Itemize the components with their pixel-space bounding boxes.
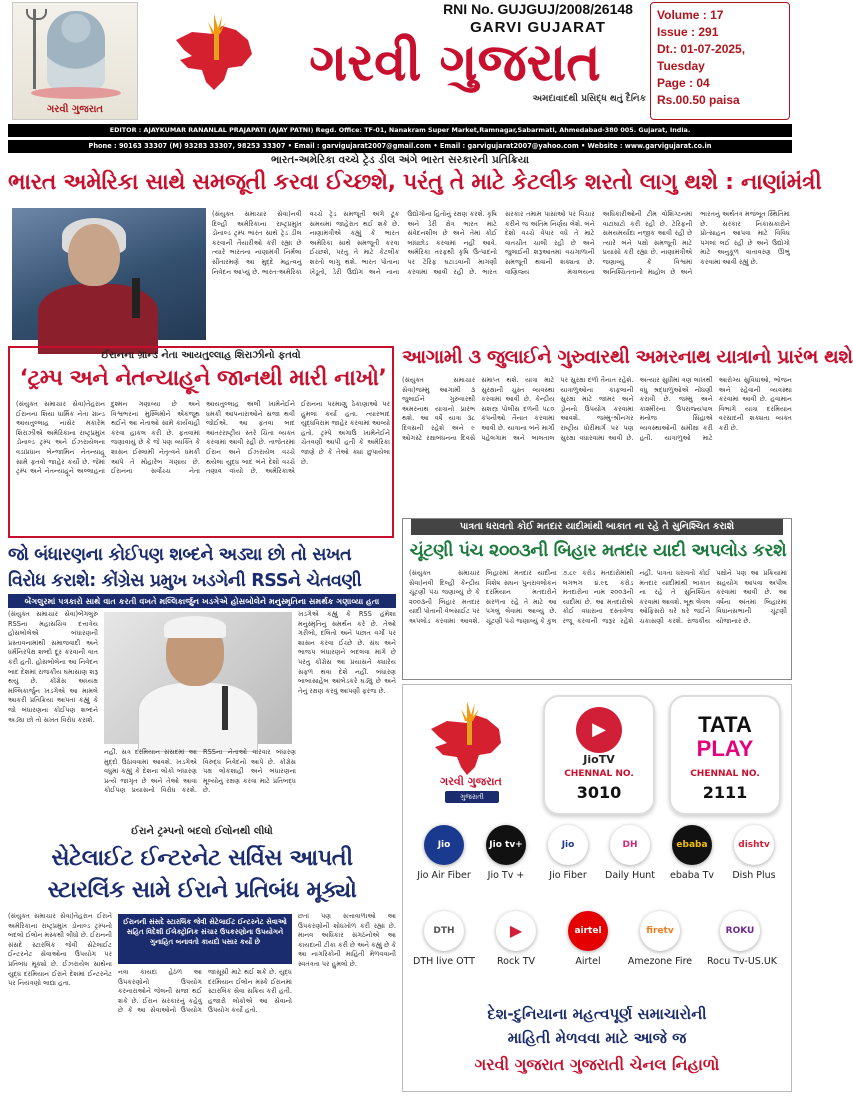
dish-plus-icon: dishtv bbox=[734, 825, 774, 865]
tataplay-channel-card[interactable] bbox=[669, 695, 781, 815]
price: Rs.00.50 paisa bbox=[657, 93, 740, 107]
story5-headline bbox=[8, 542, 396, 594]
story5-photo bbox=[104, 612, 292, 744]
page-number: Page : 04 bbox=[657, 76, 710, 90]
microphone-icon bbox=[222, 686, 228, 730]
story6-headline-line1: સેટેલાઈટ ઈન્ટરનેટ સર્વિસ આપતી bbox=[51, 845, 353, 871]
story6-kicker: ઈરાને ટ્રમ્પનો બદલો ઈલોનથી લીધો bbox=[131, 826, 273, 837]
app-roku-tv[interactable] bbox=[707, 911, 778, 989]
app-daily-hunt[interactable] bbox=[597, 825, 663, 903]
channel-advert bbox=[402, 684, 792, 1092]
story4-body: (સંયુક્ત સમાચાર સેવા)નવી દિલ્હી કેન્દ્રીય ચૂંટણી પંચ જણાવ્યું છે કે ૨૦૦૩ની બિહાર મતદાર યાદી પોતાની વેબસાઈટ પર અપલોડ કરવામાં આવશે. બિહારમાં મતદાર યાદીના વિશેષ સઘન પુનરાવલોકન દરમિયાન મતદારોને સરળતા રહે તે માટે આ પગલું લેવામાં આવ્યું છે. ચૂંટણી પંચે જણાવ્યું કે કુલ ૭.૮૯ કરોડ મતદારોમાંથી લગભગ ૪.૯૬ કરોડ મતદારોના નામ ૨૦૦૩ની યાદીમાં છે. આ મતદારોએ કોઈ વધારાના દસ્તાવેજ રજૂ કરવાની જરૂર રહેશે નહીં. પાત્રતા ધરાવતો કોઈ મતદાર યાદીમાંથી બાકાત ના રહે તે સુનિશ્ચિત કરવામાં આવશે. બૂથ લેવલ ઓફિસરો ઘરે ઘરે જઈને ચકાસણી કરશે. રાજકીય પક્ષોને પણ આ પ્રક્રિયામાં સહયોગ આપવા અપીલ કરવામાં આવી છે. આ વર્ષના અંતમાં બિહારમાં વિધાનસભાની ચૂંટણી યોજાનાર છે. bbox=[409, 569, 787, 625]
app-jio-tv-plus[interactable] bbox=[473, 825, 539, 903]
newspaper-name-english: GARVI GUJARAT bbox=[470, 19, 606, 36]
photo-hair bbox=[164, 616, 226, 638]
app-jio-fiber[interactable] bbox=[535, 825, 601, 903]
app-ebaba-tv[interactable] bbox=[659, 825, 725, 903]
story1-body: (સંયુક્ત સમાચાર સેવા)નવી દિલ્હી અમેરિકાના રાષ્ટ્રપ્રમુખ ડોનાલ્ડ ટ્રમ્પ ભારત સાથે ટ્રેડ ડીલ કરવાની તૈયારીઓ કરી રહ્યા છે ત્યારે ભારતના નાણામંત્રી નિર્મલા સીતારમણે આ મુદ્દે મહત્વનું નિવેદન આપ્યું છે. ભારત-અમેરિકા વચ્ચે ટ્રેડ સમજૂતી અંગે ટૂંક સમયમાં જાહેરાત થઈ શકે છે. નાણામંત્રીએ કહ્યું કે ભારત અમેરિકા સાથે સમજૂતી કરવા ઈચ્છશે, પરંતુ તે માટે કેટલીક શરતો લાગુ થશે. ભારત પોતાના ખેડૂતો, ડેરી ઉદ્યોગ અને નાના ઉદ્યોગોના હિતોનું રક્ષણ કરશે. કૃષિ અને ડેરી ક્ષેત્ર ભારત માટે સંવેદનશીલ છે અને તેમાં કોઈ બાંધછોડ કરવામાં નહીં આવે. અમેરિકા તરફથી કૃષિ ઉત્પાદનો પર ટેરિફ ઘટાડવાની માગણી કરવામાં આવી રહી છે. ભારત સરકાર તમામ પાસાંઓ પર વિચાર કરીને જ અંતિમ નિર્ણય લેશે. બંને દેશો વચ્ચે વેપાર વધે તે માટે વાતચીત ચાલી રહી છે અને જુલાઈની શરૂઆતમાં વચગાળાની સમજૂતી થવાની શક્યતા છે. વાણિજ્ય મંત્રાલયના અધિકારીઓની ટીમ વોશિંગ્ટનમાં વાટાઘાટો કરી રહી છે. ટેરિફની સમયમર્યાદા નજીક આવી રહી છે ત્યારે બંને પક્ષો સમજૂતી માટે પ્રયાસો કરી રહ્યા છે. નાણામંત્રીએ જણાવ્યું કે વિશ્વમાં અનિશ્ચિતતાનો માહોલ છે અને ભારતનું અર્થતંત્ર મજબૂત સ્થિતિમાં છે. સરકાર નિકાસકારોને પ્રોત્સાહન આપવા માટે વિવિધ પગલાં લઈ રહી છે અને ઉદ્યોગો માટે અનુકૂળ વાતાવરણ ઊભું કરવામાં આવી રહ્યું છે. bbox=[212, 210, 790, 276]
advert-brand-sub: ગુજરાતી bbox=[445, 791, 499, 803]
microphone-icon bbox=[132, 278, 140, 318]
app-name: Daily Hunt bbox=[605, 870, 655, 881]
jio-air-fiber-icon: Jio bbox=[424, 825, 464, 865]
deity-figure bbox=[47, 11, 105, 89]
story6-headline-line2: સ્ટારલિંક સામે ઈરાને પ્રતિબંધ મૂક્યો bbox=[47, 877, 357, 903]
masthead bbox=[0, 0, 800, 128]
jio-tv-plus-icon: Jio tv+ bbox=[486, 825, 526, 865]
play-icon: ▶ bbox=[576, 707, 622, 753]
jiotv-channel-number: 3010 bbox=[576, 783, 622, 802]
jiotv-logo bbox=[553, 705, 645, 766]
photo-figure bbox=[138, 682, 258, 752]
contact-bar: Phone : 90163 33307 (M) 93283 33307, 98253 33307 • Email : garvigujarat2007@gmail.com • Email : garvigujarat2007@yahoo.com • Website : www.garvigujarat.co.in bbox=[8, 140, 792, 153]
satellite-dish-icon: DTH bbox=[424, 911, 464, 951]
trident-icon bbox=[33, 9, 36, 89]
story2-kicker: ઈરાનના ગ્રાન્ડ નેતા આયતુલ્લાહ શિરાઝીનો ફતવો bbox=[101, 350, 301, 361]
ebaba-tv-icon: ebaba bbox=[672, 825, 712, 865]
deity-image bbox=[12, 2, 138, 120]
issue-day: Tuesday bbox=[657, 59, 705, 73]
photo-face bbox=[68, 224, 120, 286]
rock-tv-icon: ▶ bbox=[496, 911, 536, 951]
lotus-icon bbox=[31, 87, 121, 99]
deity-label: ગરવી ગુજરાત bbox=[46, 104, 104, 115]
advert-brand: ગરવી ગુજરાત bbox=[440, 775, 502, 788]
advert-line-1: દેશ-દુનિયાના મહત્વપૂર્ણ સમાચારોની bbox=[487, 1005, 707, 1023]
story5-body-c: નહીં. સત્ર દરમિયાન સંસદમાં આ મુદ્દો ઉઠાવવામાં આવશે. ખડગેએ વધુમાં કહ્યું કે દેશના લોકો બંધારણ પ્રત્યે જાગૃત છે અને તેઓ આવા કોઈપણ પ્રયાસનો વિરોધ કરશે. RSSના નેતાઓ વારંવાર બંધારણ વિરુદ્ધ નિવેદનો આપે છે. કોંગ્રેસ પક્ષ લોકશાહી અને બંધારણના મૂલ્યોનું રક્ષણ કરવા માટે પ્રતિબદ્ધ છે. bbox=[104, 748, 296, 795]
rni-number: RNI No. GUJGUJ/2008/26148 bbox=[443, 1, 633, 17]
app-jio-air-fiber[interactable] bbox=[411, 825, 477, 903]
app-name: Airtel bbox=[575, 956, 601, 967]
story3-body: (સંયુક્ત સમાચાર સેવા)જમ્મુ આગામી ૩ જુલાઈને ગુરુવારથી અમરનાથ યાત્રાનો પ્રારંભ થશે. આ વર્ષે યાત્રા ૩૮ દિવસની રહેશે અને ૯ ઓગસ્ટે રક્ષાબંધનના દિવસે સમાપ્ત થશે. યાત્રા માટે સુરક્ષાની ચુસ્ત વ્યવસ્થા કરવામાં આવી છે. કેન્દ્રીય સશસ્ત્ર પોલીસ દળની ૫૮૦ કંપનીઓ તૈનાત કરવામાં આવી છે. યાત્રાના બંને માર્ગો પહેલગામ અને બાલતાલ પર સુરક્ષા દળો તૈનાત રહેશે. યાત્રાળુઓના કાફલાની સુરક્ષા માટે જામર અને ડ્રોનનો ઉપયોગ કરવામાં આવશે. જમ્મુ-શ્રીનગર રાષ્ટ્રીય ધોરીમાર્ગ પર પણ સુરક્ષા વધારવામાં આવી છે. અત્યાર સુધીમાં ત્રણ લાખથી વધુ શ્રદ્ધાળુઓએ નોંધણી કરાવી છે. જમ્મુ અને કાશ્મીરના ઉપરાજ્યપાલ મનોજ સિંહાએ વ્યવસ્થાઓની સમીક્ષા કરી હતી. યાત્રાળુઓ માટે આરોગ્ય સુવિધાઓ, ભોજન અને રહેવાની વ્યવસ્થા કરવામાં આવી છે. હવામાન વિભાગે યાત્રા દરમિયાન વરસાદની શક્યતા વ્યક્ત કરી છે. bbox=[402, 376, 792, 442]
tataplay-logo-bottom: PLAY bbox=[696, 736, 754, 761]
story5-headline-line1: જો બંધારણના કોઈપણ શબ્દને અડ્યા છો તો સખત bbox=[8, 545, 352, 565]
photo-figure bbox=[38, 284, 158, 354]
app-name: DTH live OTT bbox=[413, 956, 475, 967]
app-name: Rocu Tv-US.UK bbox=[707, 956, 778, 967]
issue-number: Issue : 291 bbox=[657, 25, 719, 39]
story6-headline bbox=[8, 842, 396, 906]
story4-box bbox=[402, 518, 792, 680]
issue-info-box bbox=[650, 2, 790, 120]
story6-body-a: (સંયુક્ત સમાચાર સેવા)તેહરાન ઈરાને અમેરિકાના રાષ્ટ્રપ્રમુખ ડોનાલ્ડ ટ્રમ્પનો બદલો ઈલોન મસ્કથી લીધો છે. ઈરાનની સંસદે સ્ટારલિંક જેવી સેટેલાઈટ ઈન્ટરનેટ સેવાઓના ઉપયોગ પર પ્રતિબંધ મૂક્યો છે. ઈઝરાયેલ સાથેના યુદ્ધ દરમિયાન ઈરાને દેશમાં ઈન્ટરનેટ પર નિયંત્રણો લાદ્યા હતા. bbox=[8, 912, 112, 988]
app-amazon-fire[interactable] bbox=[627, 911, 693, 989]
jio-fiber-icon: Jio bbox=[548, 825, 588, 865]
story1-kicker: ભારત-અમેરિકા વચ્ચે ટ્રેડ ડીલ અંગે ભારત સરકારની પ્રતિક્રિયા bbox=[270, 154, 530, 166]
airtel-icon: airtel bbox=[568, 911, 608, 951]
editor-bar: EDITOR : AJAYKUMAR RANANLAL PRAJAPATI (AJAY PATNI) Regd. Office: TF-01, Nanakram Super Market,Ramnagar,Sabarmati, Ahmedabad-380 005. Gujarat, India. bbox=[8, 124, 792, 137]
story6-callout: ઈરાનની સંસદે સ્ટારલિંક જેવી સેટેલાઈટ ઈન્ટરનેટ સેવાઓ સહિત વિદેશી ઈલેક્ટ્રોનિક સંચાર ઉપકરણોના ઉપયોગને ગુનાહિત બનાવતો કાયદો પસાર કર્યો છે bbox=[118, 914, 292, 964]
fire-tv-icon: firetv bbox=[640, 911, 680, 951]
app-name: Jio Fiber bbox=[549, 870, 587, 881]
app-dth-live-ott[interactable] bbox=[411, 911, 477, 989]
issue-date: Dt.: 01-07-2025, bbox=[657, 42, 746, 56]
jiotv-label: JioTV bbox=[583, 753, 615, 766]
daily-hunt-icon: DH bbox=[610, 825, 650, 865]
story5-kicker: બેંગલુરમાં પત્રકારો સાથે વાત કરતી વખતે મલ્લિકાર્જુન ખડગેએ હોસબોલેને મનુસ્મૃતિના સમર્થક ગણાવ્યા હતા bbox=[8, 594, 396, 608]
story5-body-b: ખડગેએ કહ્યું કે RSS હંમેશા મનુસ્મૃતિનું સમર્થન કરે છે. તેઓ ગરીબો, દલિતો અને પછાત વર્ગો પર શાસન કરવા ઈચ્છે છે. સંઘ અને ભાજપ બંધારણને બદલવા માંગે છે પરંતુ કોંગ્રેસ આ પ્રયાસને ક્યારેય સફળ થવા દેશે નહીં. બંધારણ બાબાસાહેબ આંબેડકરે ઘડ્યું છે અને તેનું રક્ષણ કરવું આપણી ફરજ છે. bbox=[298, 610, 396, 695]
app-rock-tv[interactable] bbox=[483, 911, 549, 989]
jiotv-channel-label: CHENNAL NO. bbox=[564, 769, 634, 779]
app-dish-plus[interactable] bbox=[721, 825, 787, 903]
tataplay-channel-number: 2111 bbox=[702, 783, 748, 802]
volume: Volume : 17 bbox=[657, 8, 724, 22]
app-airtel[interactable] bbox=[555, 911, 621, 989]
story1-headline: ભારત અમેરિકા સાથે સમજૂતી કરવા ઈચ્છશે, પરંતુ તે માટે કેટલીક શરતો લાગુ થશે : નાણાંમંત્રી bbox=[8, 170, 822, 195]
tataplay-channel-label: CHENNAL NO. bbox=[690, 769, 760, 779]
story3-headline: આગામી ૩ જુલાઈને ગુરુવારથી અમરનાથ યાત્રાનો પ્રારંભ થશે bbox=[402, 346, 853, 368]
app-name: Amezone Fire bbox=[627, 956, 693, 967]
app-name: Dish Plus bbox=[732, 870, 776, 881]
app-name: ebaba Tv bbox=[670, 870, 714, 881]
story5-body-a: (સંયુક્ત સમાચાર સેવા)બેંગલુરુ RSSના મહાસચિવ દત્તાત્રેય હોસબોલેએ બંધારણની પ્રસ્તાવનામાંથી સમાજવાદી અને ધર્મનિરપેક્ષ શબ્દો દૂર કરવાની વાત કરી હતી. હોસબોલેના આ નિવેદન બાદ દેશમાં રાજકીય ઘમાસાણ શરૂ થયું છે. કોંગ્રેસ અધ્યક્ષ મલ્લિકાર્જુન ખડગેએ આ મામલે આકરી પ્રતિક્રિયા આપતાં કહ્યું કે જો બંધારણના કોઈપણ શબ્દને અડ્યા છો તો સખત વિરોધ કરાશે. bbox=[8, 610, 98, 724]
story2-headline: ‘ટ્રમ્પ અને નેતન્યાહૂને જાનથી મારી નાખો’ bbox=[19, 366, 387, 391]
roku-icon: ROKU bbox=[720, 911, 760, 951]
app-name: Jio Tv + bbox=[487, 870, 525, 881]
advert-line-2: માહિતી મેળવવા માટે આજે જ bbox=[507, 1029, 687, 1047]
story4-headline: ચૂંટણી પંચ ૨૦૦૩ની બિહાર મતદાર યાદી અપલોડ કરશે bbox=[409, 541, 787, 561]
story2-box bbox=[8, 346, 394, 538]
tagline: અમદાવાદથી પ્રસિદ્ધ થતું દૈનિક bbox=[532, 94, 646, 104]
app-name: Jio Air Fiber bbox=[417, 870, 471, 881]
app-name: Rock TV bbox=[496, 956, 536, 967]
story5-headline-line2: વિરોધ કરાશે: કોંગ્રેસ પ્રમુખ ખડગેની RSSને ચેતવણી bbox=[8, 571, 362, 591]
story6-body-b: નવા કાયદા હેઠળ આ ઉપકરણોનો ઉપયોગ કરનારાઓને જેલની સજા થઈ શકે છે. ઈરાન સરકારનું કહેવું છે કે આ સેવાઓનો ઉપયોગ જાસૂસી માટે થઈ શકે છે. યુદ્ધ દરમિયાન ઈલોન મસ્કે ઈરાનમાં સ્ટારલિંક સેવા સક્રિય કરી હતી. હજારો લોકોએ આ સેવાનો ઉપયોગ કર્યો હતો. bbox=[118, 968, 292, 1015]
story2-body: (સંયુક્ત સમાચાર સેવા)તેહરાન ઈરાનના શિયા ધાર્મિક નેતા ગ્રાન્ડ આયતુલ્લાહ નાસેર મકારેમ શિરાઝીએ અમેરિકાના રાષ્ટ્રપ્રમુખ ડોનાલ્ડ ટ્રમ્પ અને ઈઝરાયેલના વડાપ્રધાન બેન્જામિન નેતન્યાહૂ સામે ફતવો જાહેર કર્યો છે. જેમાં ટ્રમ્પ અને નેતન્યાહૂને અલ્લાહના દુશ્મન ગણાવ્યા છે અને વિશ્વભરના મુસ્લિમોને એકજૂથ થઈને આ નેતાઓ સામે કાર્યવાહી કરવા હાકલ કરી છે. ફતવામાં જણાવાયું છે કે જે પણ વ્યક્તિ કે શાસન ઈસ્લામી નેતૃત્વને ધમકી આપે તે મોહારેબ ગણાય છે. ઈરાનના સર્વોચ્ચ નેતા આયતુલ્લાહ અલી ખામેનેઈને ધમકી આપનારાઓને સજા થવી જોઈએ. આ ફતવા બાદ આંતરરાષ્ટ્રીય સ્તરે ચિંતા વ્યક્ત કરવામાં આવી રહી છે. તાજેતરમાં ઈરાન અને ઈઝરાયેલ વચ્ચે થયેલા યુદ્ધ બાદ બંને દેશો વચ્ચે તણાવ વધ્યો છે. અમેરિકાએ ઈરાનના પરમાણુ ઠેકાણાઓ પર હુમલા કર્યા હતા. ત્યારબાદ યુદ્ધવિરામ જાહેર કરવામાં આવ્યો હતો. ટ્રમ્પે અગાઉ ખામેનેઈને ચેતવણી આપી હતી કે અમેરિકા જાણે છે કે તેઓ ક્યાં છુપાયેલા છે. bbox=[16, 400, 390, 476]
advert-line-3: ગરવી ગુજરાત ગુજરાતી ચેનલ નિહાળો bbox=[474, 1055, 720, 1074]
story1-photo bbox=[12, 208, 206, 340]
tataplay-logo bbox=[679, 705, 771, 763]
gujarat-map-logo-icon bbox=[162, 10, 266, 98]
story4-kicker: પાત્રતા ધરાવતો કોઈ મતદાર યાદીમાંથી બાકાત ના રહે તે સુનિશ્ચિત કરાશે bbox=[411, 519, 783, 535]
story6-body-c: છતાં પણ સત્તાવાળાઓ આ ઉપકરણોની શોધખોળ કરી રહ્યા છે. માનવ અધિકાર સંગઠનોએ આ કાયદાની ટીકા કરી છે અને કહ્યું છે કે આ નાગરિકોની માહિતી મેળવવાની સ્વતંત્રતા પર હુમલો છે. bbox=[298, 912, 396, 968]
newspaper-name-gujarati: ગરવી ગુજરાત bbox=[309, 33, 601, 93]
jiotv-channel-card[interactable] bbox=[543, 695, 655, 815]
tataplay-logo-top: TATA bbox=[698, 712, 752, 737]
